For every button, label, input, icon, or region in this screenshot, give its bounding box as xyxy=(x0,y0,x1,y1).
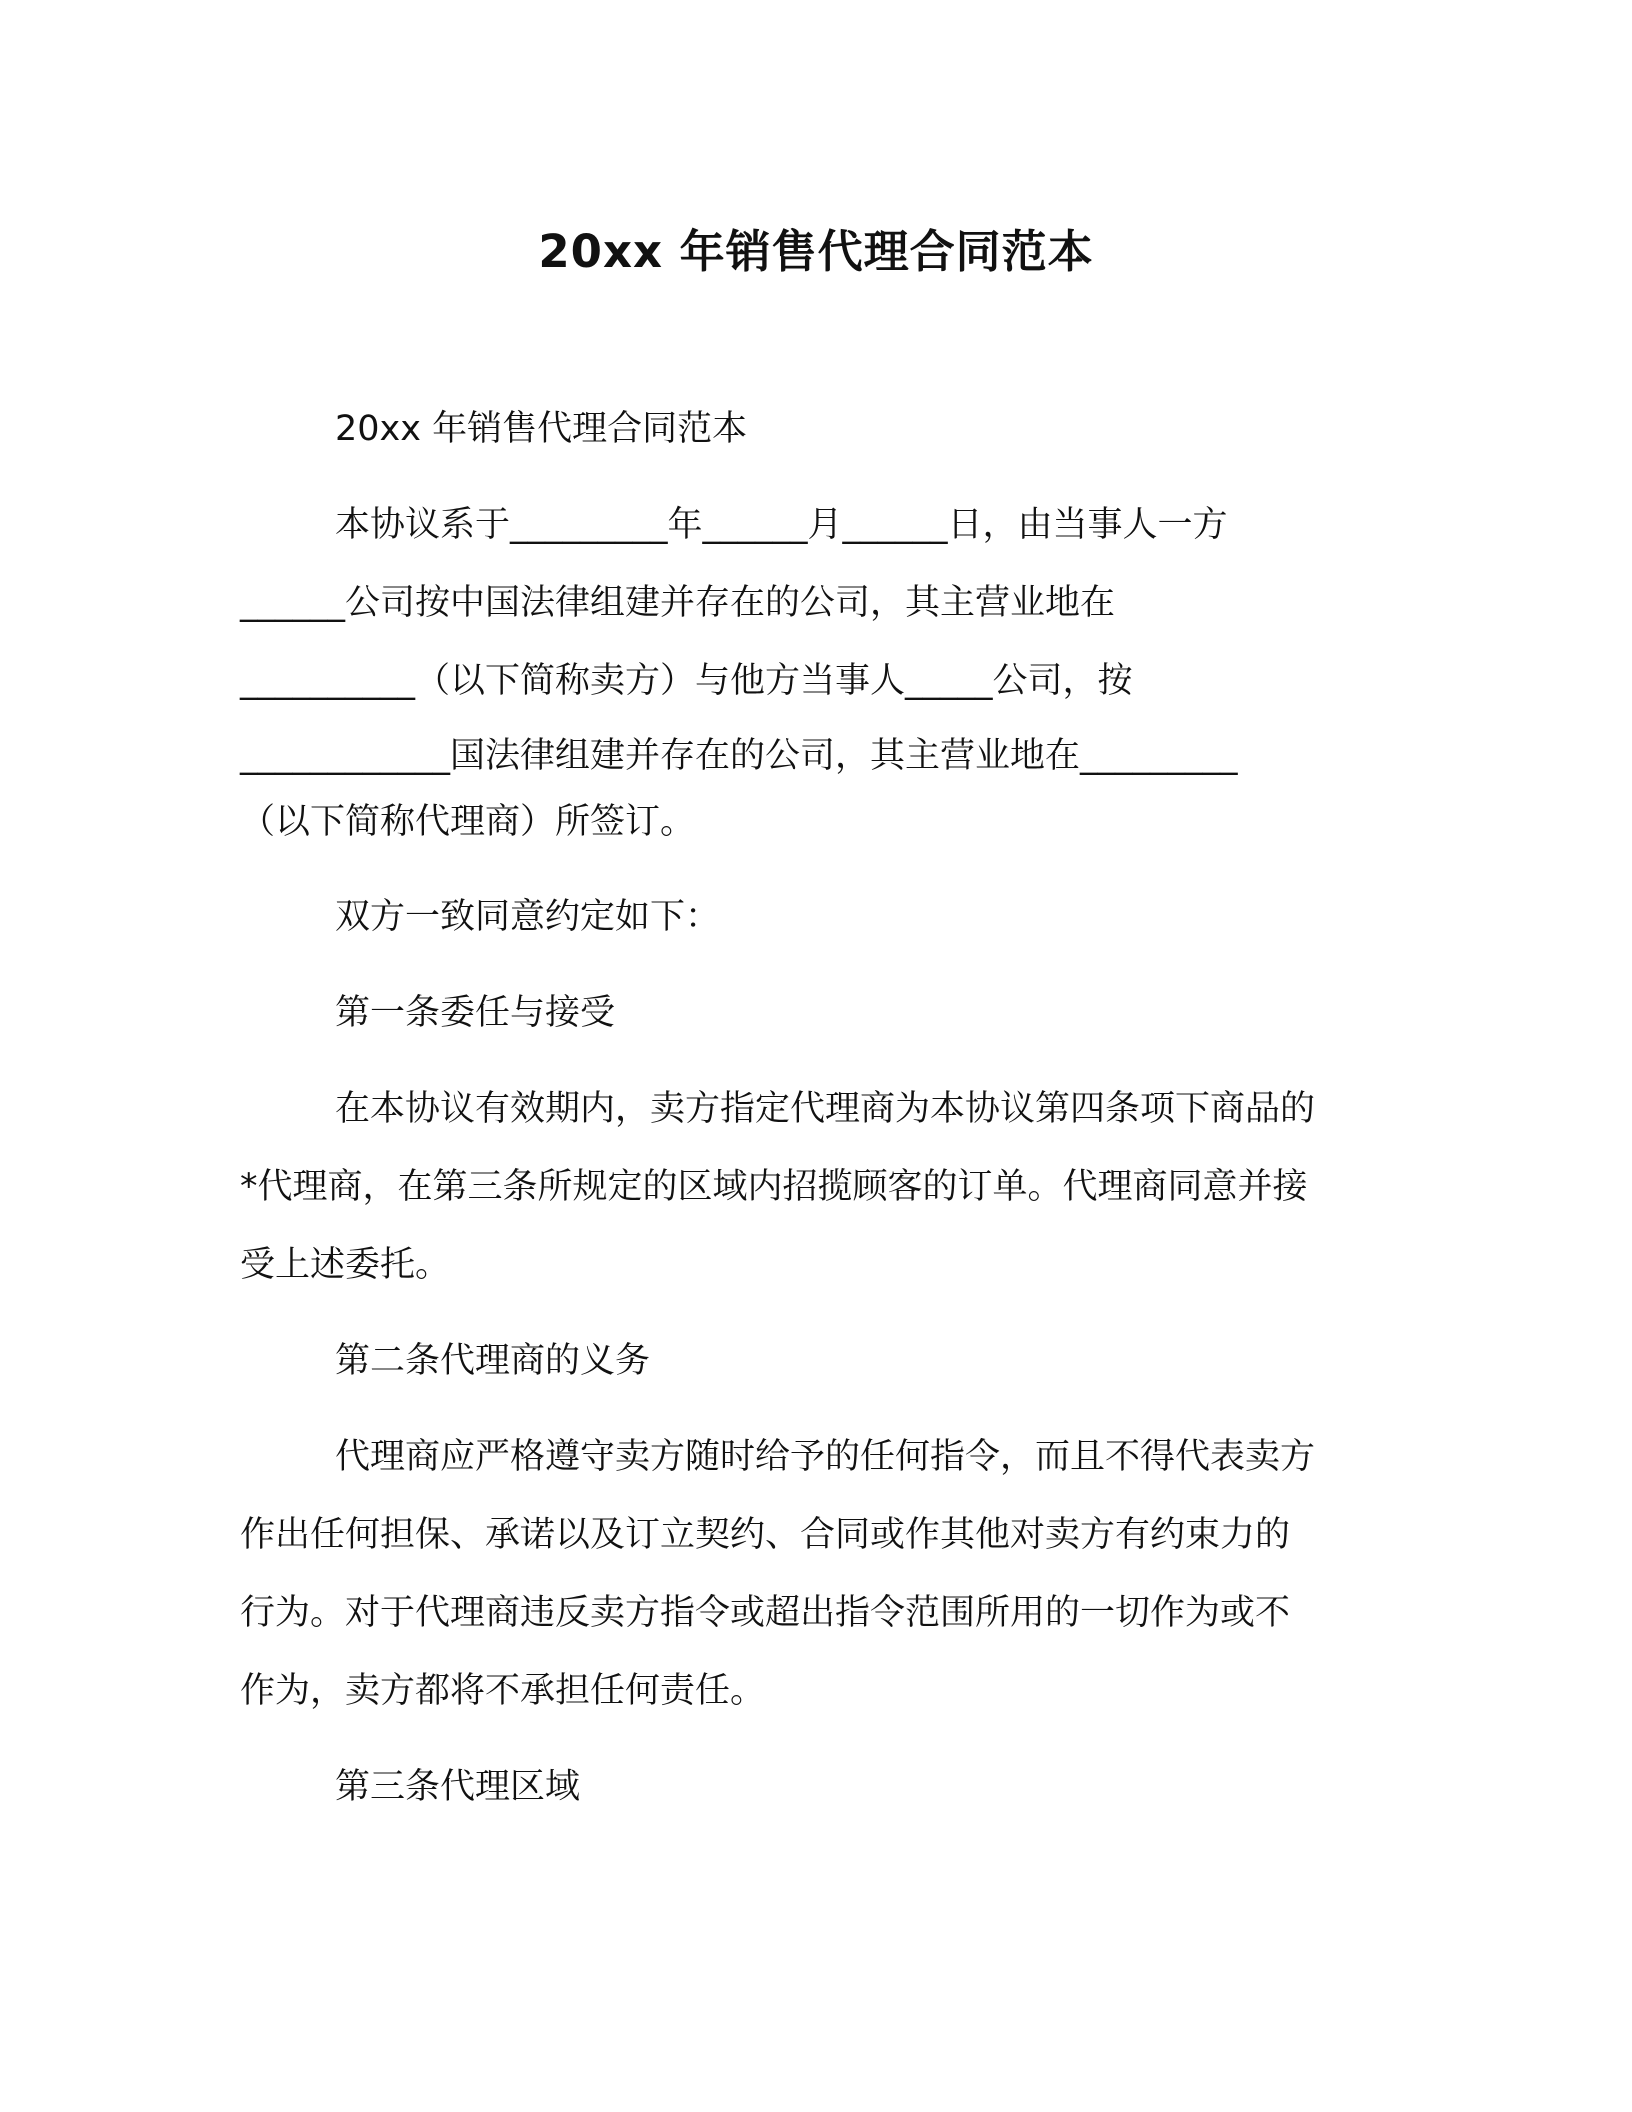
article-2-line: 行为。对于代理商违反卖方指令或超出指令范围所用的一切作为或不 xyxy=(240,1593,1291,1633)
intro-paragraph xyxy=(240,486,1390,852)
article-1-line: 在本协议有效期内，卖方指定代理商为本协议第四条项下商品的 xyxy=(335,1089,1316,1129)
article-2-line: 代理商应严格遵守卖方随时给予的任何指令，而且不得代表卖方 xyxy=(335,1437,1316,1477)
article-2-heading: 第二条代理商的义务 xyxy=(335,1341,651,1381)
article-3-heading: 第三条代理区域 xyxy=(335,1767,581,1807)
intro-line: （以下简称代理商）所签订。 xyxy=(240,802,696,842)
document-body xyxy=(240,390,1390,1826)
article-1-paragraph xyxy=(240,1070,1390,1304)
intro-line: 本协议系于_________年______月______日，由当事人一方 xyxy=(335,505,1228,545)
agreement-line: 双方一致同意约定如下： xyxy=(335,897,721,937)
article-1-heading: 第一条委任与接受 xyxy=(335,993,616,1033)
article-1-line: *代理商，在第三条所规定的区域内招揽顾客的订单。代理商同意并接 xyxy=(240,1167,1308,1207)
document-subtitle: 20xx 年销售代理合同范本 xyxy=(335,409,748,449)
intro-line: __________（以下简称卖方）与他方当事人_____公司，按 xyxy=(240,661,1133,701)
intro-line: ____________国法律组建并存在的公司，其主营业地在_________ xyxy=(240,736,1238,776)
document-title: 20xx 年销售代理合同范本 xyxy=(538,225,1094,278)
article-2-line: 作为，卖方都将不承担任何责任。 xyxy=(240,1671,766,1711)
intro-line: ______公司按中国法律组建并存在的公司，其主营业地在 xyxy=(240,583,1116,623)
article-1-line: 受上述委托。 xyxy=(240,1245,451,1285)
article-2-paragraph xyxy=(240,1418,1390,1730)
article-2-line: 作出任何担保、承诺以及订立契约、合同或作其他对卖方有约束力的 xyxy=(240,1515,1291,1555)
